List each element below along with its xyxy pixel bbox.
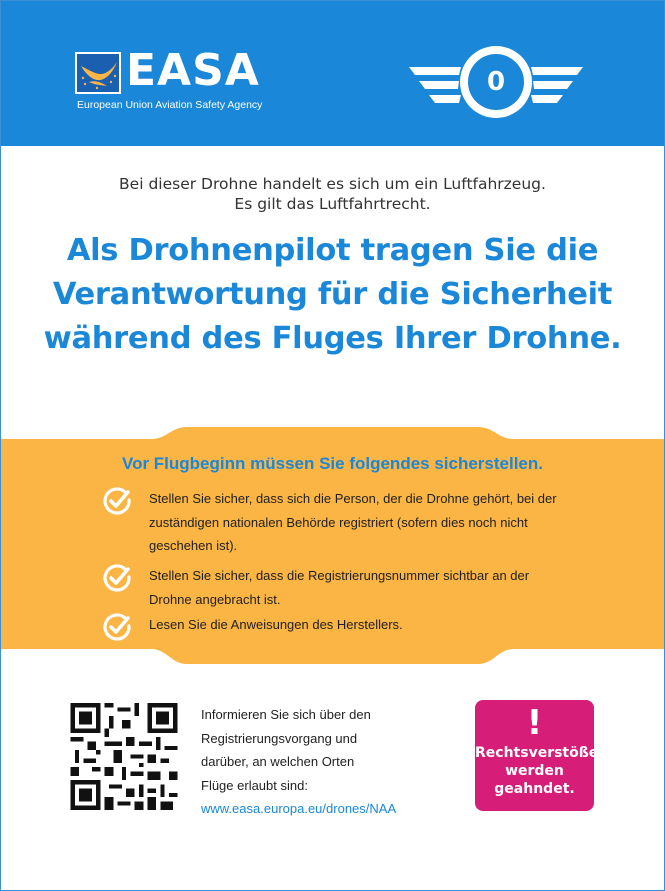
intro-text	[1, 174, 664, 214]
checklist-item-text: Stellen Sie sicher, dass die Registrierungsnummer sichtbar an der Drohne angebracht ist.	[149, 568, 530, 607]
intro-line: Bei dieser Drohne handelt es sich um ein Luftfahrzeug.	[119, 175, 546, 193]
qr-code-icon[interactable]	[69, 703, 179, 810]
easa-logo-text: EASA	[126, 45, 260, 96]
info-text	[201, 703, 441, 821]
intro-line: Es gilt das Luftfahrtrecht.	[234, 195, 431, 213]
drone-class-number: 0	[486, 67, 506, 97]
warning-line: Rechtsverstöße	[475, 745, 599, 761]
info-line: Informieren Sie sich über den	[201, 707, 371, 722]
warning-text	[475, 744, 599, 798]
exclamation-icon: !	[526, 703, 543, 743]
legal-warning-badge	[475, 700, 599, 811]
warning-line: werden	[505, 763, 564, 779]
warning-line: geahndet.	[494, 781, 575, 797]
main-headline	[1, 229, 664, 361]
info-line: darüber, an welchen Orten	[201, 754, 355, 769]
headline-line: Verantwortung für die Sicherheit	[52, 277, 613, 312]
checklist-item-text: Lesen Sie die Anweisungen des Herstellers.	[149, 617, 403, 632]
header-banner	[1, 1, 664, 146]
checkmark-circle-icon	[101, 611, 133, 643]
checkmark-circle-icon	[101, 485, 133, 517]
headline-line: während des Fluges Ihrer Drohne.	[43, 321, 622, 356]
info-line: Flüge erlaubt sind:	[201, 777, 308, 793]
checklist-title: Vor Flugbeginn müssen Sie folgendes sicherstellen.	[122, 454, 543, 473]
checklist-item-text: Stellen Sie sicher, dass sich die Person, der die Drohne gehört, bei der zuständigen nationalen Behörde registriert (sofern dies noch nicht geschehen ist).	[149, 491, 557, 553]
info-line: Registrierungsvorgang und	[201, 730, 358, 746]
headline-line: Als Drohnenpilot tragen Sie die	[66, 233, 599, 268]
naa-website-link[interactable]: www.easa.europa.eu/drones/NAA	[201, 801, 397, 816]
easa-logo-subtitle: European Union Aviation Safety Agency	[77, 99, 263, 111]
checkmark-circle-icon	[101, 562, 133, 594]
easa-bird-logo-icon	[75, 52, 121, 94]
